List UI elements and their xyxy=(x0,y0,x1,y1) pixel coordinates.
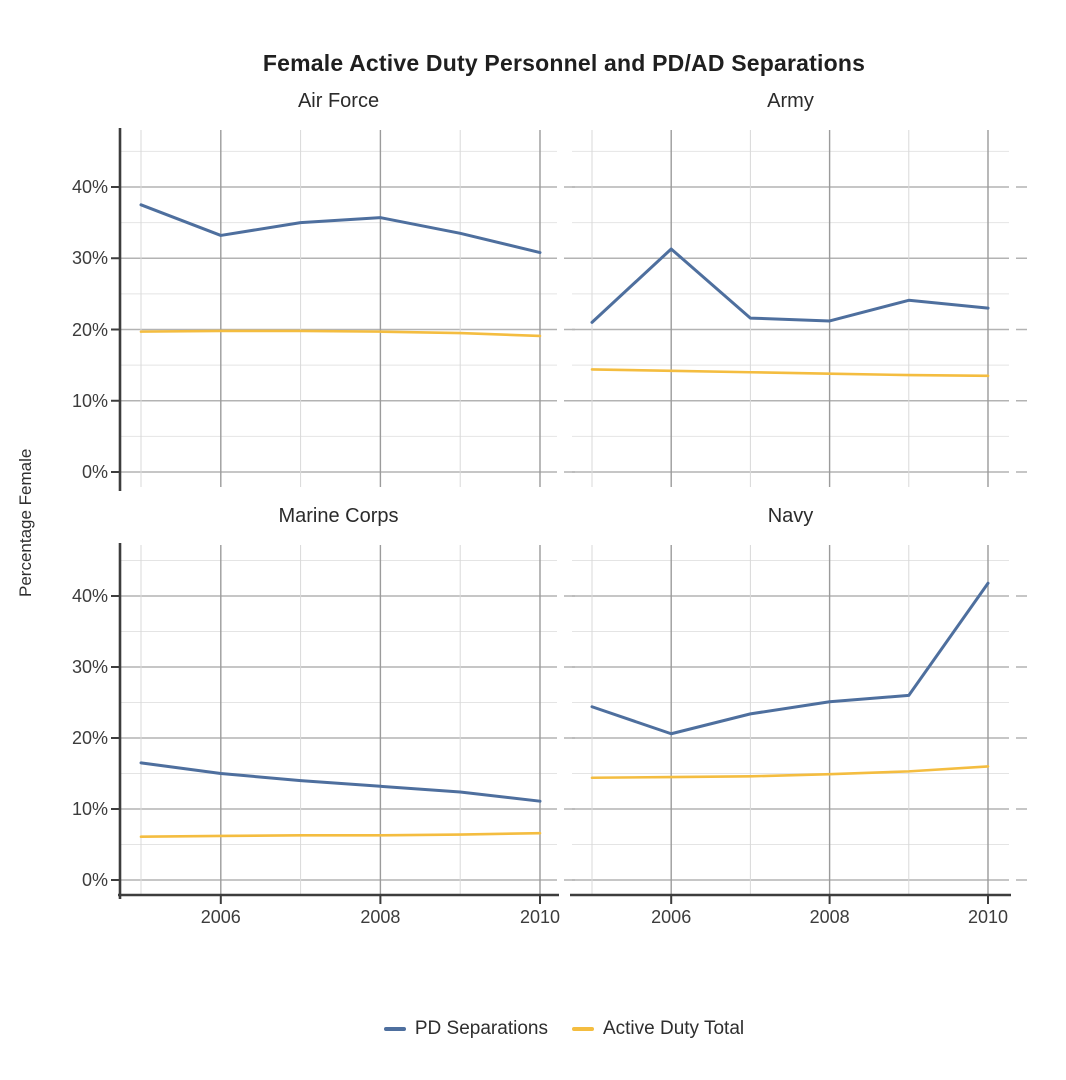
y-tick-label: 0% xyxy=(81,870,108,890)
active-duty-total-line-army xyxy=(592,369,988,375)
legend xyxy=(62,1012,1066,1046)
legend-item-pd-separations xyxy=(384,1018,548,1040)
legend-item-active-duty-total xyxy=(572,1018,744,1040)
facet-label-marine-corps: Marine Corps xyxy=(278,505,399,527)
legend-label: Active Duty Total xyxy=(602,1018,745,1039)
active-duty-total-line-marine-corps xyxy=(141,833,540,837)
x-tick-label: 2006 xyxy=(651,907,692,927)
facet-label-army: Army xyxy=(767,90,814,112)
y-tick-label: 30% xyxy=(71,657,108,677)
active-duty-total-line-air-force xyxy=(141,331,540,336)
y-tick-label: 40% xyxy=(71,177,108,197)
pd-separations-line-army xyxy=(592,249,988,322)
x-tick-label: 2008 xyxy=(360,907,401,927)
active-duty-total-line-swatch xyxy=(572,1027,594,1031)
y-tick-label: 40% xyxy=(71,586,108,606)
y-tick-label: 10% xyxy=(71,390,108,411)
x-tick-label: 2010 xyxy=(967,907,1009,927)
y-axis-title: Percentage Female xyxy=(16,448,35,597)
y-tick-label: 0% xyxy=(81,462,108,482)
pd-separations-line-air-force xyxy=(141,205,540,253)
pd-separations-line-marine-corps xyxy=(141,763,540,801)
facet-label-air-force: Air Force xyxy=(297,90,380,112)
y-tick-label: 20% xyxy=(71,728,108,748)
active-duty-total-line-navy xyxy=(592,766,988,777)
pd-separations-line-swatch xyxy=(384,1027,406,1031)
x-tick-label: 2010 xyxy=(519,907,561,927)
x-tick-label: 2008 xyxy=(809,907,850,927)
y-tick-label: 10% xyxy=(71,799,108,819)
chart-title: Female Active Duty Personnel and PD/AD Separations xyxy=(262,50,866,76)
legend-label: PD Separations xyxy=(414,1018,548,1039)
facet-label-navy: Navy xyxy=(767,505,814,527)
y-tick-label: 20% xyxy=(71,319,108,340)
y-tick-label: 30% xyxy=(71,248,108,269)
x-tick-label: 2006 xyxy=(200,907,241,927)
pd-separations-line-navy xyxy=(592,583,988,734)
